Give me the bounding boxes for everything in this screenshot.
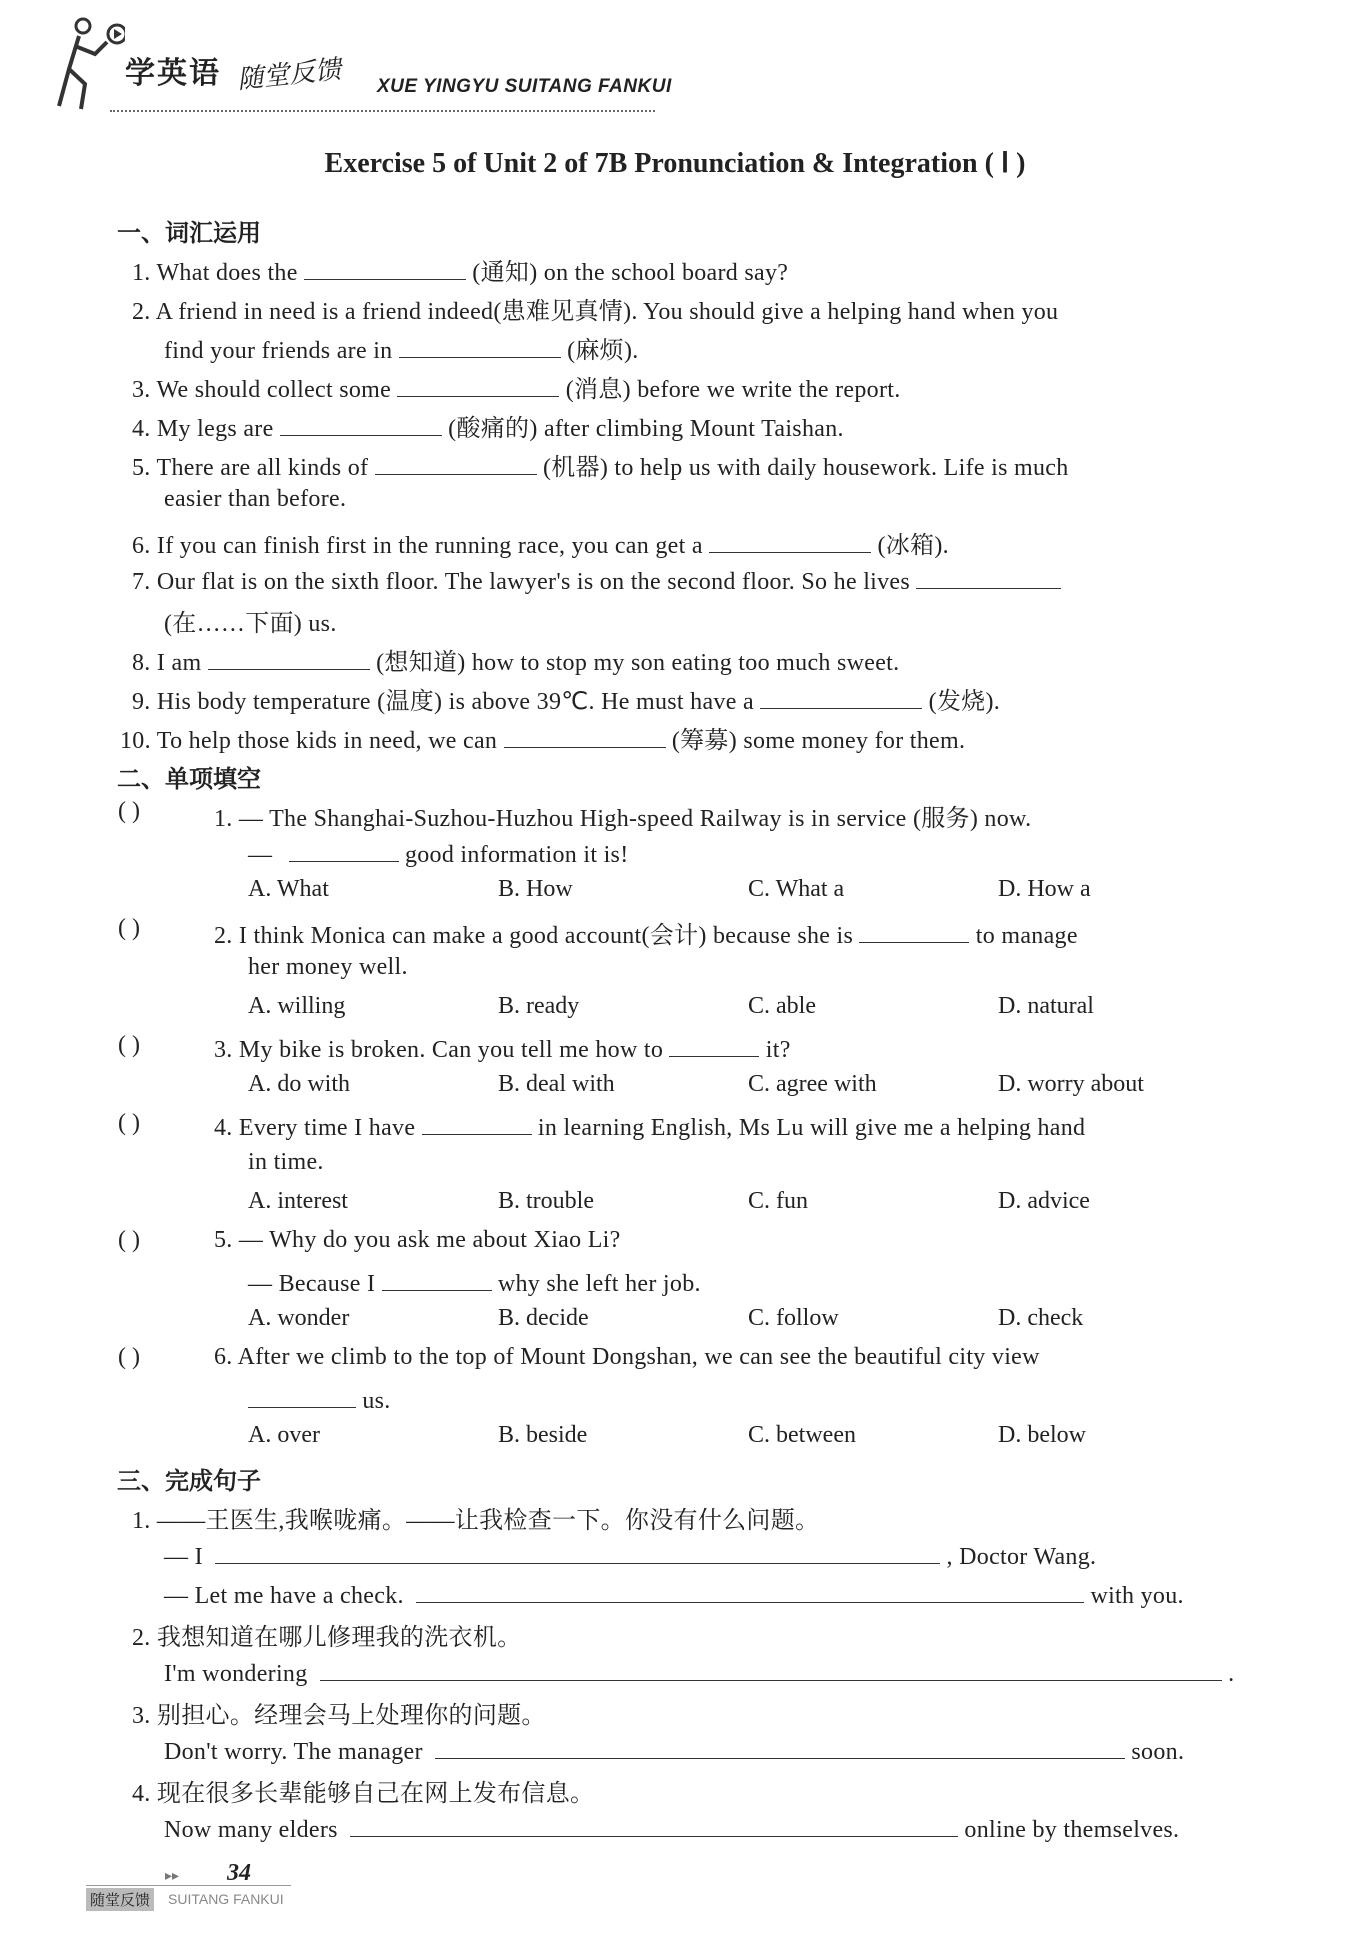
option-c[interactable]: C. between — [748, 1422, 856, 1448]
answer-blank[interactable] — [304, 255, 466, 280]
mc-question-2-cont: her money well. — [248, 954, 408, 980]
header-pinyin: XUE YINGYU SUITANG FANKUI — [377, 76, 672, 97]
vocab-item-1 — [132, 252, 788, 287]
option-d[interactable]: D. below — [998, 1422, 1086, 1448]
answer-blank[interactable] — [280, 411, 442, 436]
section-heading-sentences: 三、完成句子 — [117, 1467, 261, 1495]
item-text: 现在很多长辈能够自己在网上发布信息。 — [156, 1781, 595, 1807]
option-a[interactable]: A. over — [248, 1422, 320, 1448]
answer-blank[interactable] — [916, 564, 1061, 589]
item-text: (想知道) how to stop my son eating too much sweet. — [376, 650, 900, 676]
item-text: why she left her job. — [497, 1271, 701, 1297]
item-number: 2. — [214, 923, 233, 949]
option-a[interactable]: A. wonder — [248, 1305, 350, 1331]
item-number: 5. — [214, 1227, 233, 1253]
item-number: 3. — [214, 1037, 233, 1063]
item-text: — The Shanghai-Suzhou-Huzhou High-speed Railway is in service (服务) now. — [238, 806, 1032, 832]
vocab-item-7 — [132, 564, 1061, 596]
answer-blank[interactable] — [416, 1578, 1084, 1603]
logo-title: 学英语 — [125, 56, 221, 91]
option-c[interactable]: C. able — [748, 993, 816, 1019]
mc-question-4-cont: in time. — [248, 1149, 324, 1175]
vocab-item-8 — [132, 642, 899, 677]
item-text: us. — [362, 1388, 391, 1414]
item-text: online by themselves. — [964, 1817, 1180, 1843]
answer-blank[interactable] — [382, 1266, 492, 1291]
item-text: 我想知道在哪儿修理我的洗衣机。 — [156, 1625, 522, 1651]
vocab-item-3 — [132, 369, 901, 404]
item-text: His body temperature (温度) is above 39℃. He must have a — [156, 689, 754, 715]
option-c[interactable]: C. What a — [748, 876, 845, 902]
answer-blank[interactable] — [350, 1812, 958, 1837]
item-text: (机器) to help us with daily housework. Life is much — [542, 455, 1069, 481]
item-text: (消息) before we write the report. — [565, 377, 901, 403]
vocab-item-9 — [132, 681, 1000, 716]
item-text: There are all kinds of — [156, 455, 369, 481]
answer-bracket[interactable]: ( ) — [118, 1110, 140, 1136]
item-text: it? — [765, 1037, 791, 1063]
sentence-4-prompt — [132, 1773, 594, 1808]
item-text: (麻烦). — [567, 338, 639, 364]
header — [55, 14, 675, 114]
header-divider — [110, 110, 655, 112]
mc-question-2 — [214, 915, 1078, 950]
answer-blank[interactable] — [289, 837, 399, 862]
item-text: I think Monica can make a good account(会计) because she is — [238, 923, 854, 949]
footer-tag-english: SUITANG FANKUI — [168, 1891, 284, 1907]
sentence-3-line-1 — [164, 1734, 1184, 1766]
item-number: 9. — [132, 689, 151, 715]
sentence-2-line-1 — [164, 1656, 1234, 1688]
item-number: 4. — [132, 416, 151, 442]
answer-blank[interactable] — [399, 333, 561, 358]
answer-blank[interactable] — [859, 918, 969, 943]
answer-blank[interactable] — [422, 1110, 532, 1135]
item-number: 3. — [132, 377, 151, 403]
sentence-3-prompt — [132, 1695, 546, 1730]
item-text: — Why do you ask me about Xiao Li? — [238, 1227, 621, 1253]
item-number: 2. — [132, 299, 151, 325]
item-number: 1. — [214, 806, 233, 832]
vocab-item-2 — [132, 291, 1058, 326]
answer-bracket[interactable]: ( ) — [118, 915, 140, 941]
option-b[interactable]: B. ready — [498, 993, 580, 1019]
item-number: 1. — [132, 1508, 151, 1534]
vocab-item-7-cont: (在……下面) us. — [164, 611, 337, 637]
mc-question-5-cont — [248, 1266, 701, 1298]
answer-blank[interactable] — [375, 450, 537, 475]
item-text: What does the — [156, 260, 298, 286]
item-text: I am — [156, 650, 202, 676]
answer-blank[interactable] — [709, 528, 871, 553]
sentence-1-line-2 — [164, 1578, 1184, 1610]
mc-question-5 — [214, 1227, 621, 1254]
item-number: 4. — [132, 1781, 151, 1807]
option-b[interactable]: B. How — [498, 876, 573, 902]
item-text: — — [248, 842, 273, 868]
item-number: 3. — [132, 1703, 151, 1729]
footer-divider — [86, 1885, 291, 1886]
item-text: — Because I — [248, 1271, 376, 1297]
option-d[interactable]: D. advice — [998, 1188, 1090, 1214]
section-heading-vocab: 一、词汇运用 — [117, 219, 261, 247]
item-number: 2. — [132, 1625, 151, 1651]
item-text: (酸痛的) after climbing Mount Taishan. — [448, 416, 844, 442]
item-text: with you. — [1090, 1583, 1184, 1609]
item-text: — Let me have a check. — [164, 1583, 404, 1609]
item-text: After we climb to the top of Mount Dongshan, we can see the beautiful city view — [237, 1344, 1040, 1370]
item-text: to manage — [975, 923, 1078, 949]
answer-bracket[interactable]: ( ) — [118, 798, 140, 824]
item-text: soon. — [1131, 1739, 1185, 1765]
answer-bracket[interactable]: ( ) — [118, 1032, 140, 1058]
option-d[interactable]: D. natural — [998, 993, 1094, 1019]
item-text: ——王医生,我喉咙痛。——让我检查一下。你没有什么问题。 — [156, 1508, 820, 1534]
item-text: I'm wondering — [164, 1661, 308, 1687]
item-text: To help those kids in need, we can — [156, 728, 498, 754]
answer-blank[interactable] — [760, 684, 922, 709]
answer-blank[interactable] — [248, 1383, 356, 1408]
answer-bracket[interactable]: ( ) — [118, 1344, 140, 1370]
item-text: (筹募) some money for them. — [671, 728, 966, 754]
item-text: Don't worry. The manager — [164, 1739, 423, 1765]
item-text: (发烧). — [928, 689, 1001, 715]
item-number: 7. — [132, 569, 151, 595]
item-text: (通知) on the school board say? — [472, 260, 789, 286]
item-text: Now many elders — [164, 1817, 338, 1843]
vocab-item-2-cont — [164, 330, 639, 365]
vocab-item-6 — [132, 525, 949, 560]
item-number: 10. — [120, 728, 151, 754]
sentence-1-line-1 — [164, 1539, 1096, 1571]
answer-blank[interactable] — [208, 645, 370, 670]
option-b[interactable]: B. beside — [498, 1422, 588, 1448]
answer-bracket[interactable]: ( ) — [118, 1227, 140, 1253]
answer-blank[interactable] — [435, 1734, 1125, 1759]
page-number: 34 — [227, 1860, 251, 1886]
item-text: A friend in need is a friend indeed(患难见真情). You should give a helping hand when you — [155, 299, 1059, 325]
option-d[interactable]: D. check — [998, 1305, 1084, 1331]
item-text: My bike is broken. Can you tell me how to — [238, 1037, 664, 1063]
footer-tag: 随堂反馈 — [86, 1888, 154, 1911]
item-number: 4. — [214, 1115, 233, 1141]
item-number: 8. — [132, 650, 151, 676]
option-b[interactable]: B. deal with — [498, 1071, 615, 1097]
answer-blank[interactable] — [504, 723, 666, 748]
item-text: Our flat is on the sixth floor. The lawyer's is on the second floor. So he lives — [156, 569, 911, 595]
vocab-item-4 — [132, 408, 844, 443]
page-title: Exercise 5 of Unit 2 of 7B Pronunciation & Integration ( Ⅰ ) — [324, 148, 1026, 179]
sentence-1-prompt — [132, 1500, 819, 1535]
item-number: 6. — [214, 1344, 233, 1370]
sentence-4-line-1 — [164, 1812, 1179, 1844]
arrow-icon: ▸▸ — [165, 1868, 180, 1884]
vocab-item-5 — [132, 447, 1069, 482]
item-text: — I — [164, 1544, 203, 1570]
option-c[interactable]: C. agree with — [748, 1071, 877, 1097]
item-text: Every time I have — [238, 1115, 416, 1141]
item-number: 6. — [132, 533, 151, 559]
mc-question-1 — [214, 798, 1031, 833]
item-text: . — [1228, 1661, 1235, 1687]
item-text: 别担心。经理会马上处理你的问题。 — [156, 1703, 546, 1729]
mc-question-3 — [214, 1032, 791, 1064]
answer-blank[interactable] — [669, 1032, 759, 1057]
item-text: (冰箱). — [877, 533, 949, 559]
mc-question-6-cont — [248, 1383, 391, 1415]
item-number: 5. — [132, 455, 151, 481]
mc-question-6 — [214, 1344, 1040, 1371]
item-text: good information it is! — [404, 842, 629, 868]
logo-subtitle: 随堂反馈 — [235, 54, 343, 96]
item-text: , Doctor Wang. — [946, 1544, 1097, 1570]
option-a[interactable]: A. do with — [248, 1071, 350, 1097]
runner-logo-icon — [55, 14, 125, 114]
option-c[interactable]: C. fun — [748, 1188, 808, 1214]
answer-blank[interactable] — [320, 1656, 1222, 1681]
option-a[interactable]: A. willing — [248, 993, 346, 1019]
answer-blank[interactable] — [397, 372, 559, 397]
mc-question-4 — [214, 1110, 1085, 1142]
option-d[interactable]: D. worry about — [998, 1071, 1144, 1097]
answer-blank[interactable] — [215, 1539, 940, 1564]
option-b[interactable]: B. trouble — [498, 1188, 594, 1214]
option-b[interactable]: B. decide — [498, 1305, 589, 1331]
option-c[interactable]: C. follow — [748, 1305, 839, 1331]
item-text: If you can finish first in the running race, you can get a — [156, 533, 703, 559]
option-a[interactable]: A. interest — [248, 1188, 348, 1214]
section-heading-mc: 二、单项填空 — [117, 765, 261, 793]
item-text: in learning English, Ms Lu will give me a helping hand — [537, 1115, 1086, 1141]
item-number: 1. — [132, 260, 151, 286]
vocab-item-10 — [120, 720, 965, 755]
item-text: find your friends are in — [164, 338, 393, 364]
item-text: We should collect some — [156, 377, 392, 403]
sentence-2-prompt — [132, 1617, 521, 1652]
mc-question-1-cont — [248, 837, 628, 869]
vocab-item-5-cont: easier than before. — [164, 486, 347, 512]
option-d[interactable]: D. How a — [998, 876, 1091, 902]
option-a[interactable]: A. What — [248, 876, 329, 902]
item-text: My legs are — [156, 416, 274, 442]
